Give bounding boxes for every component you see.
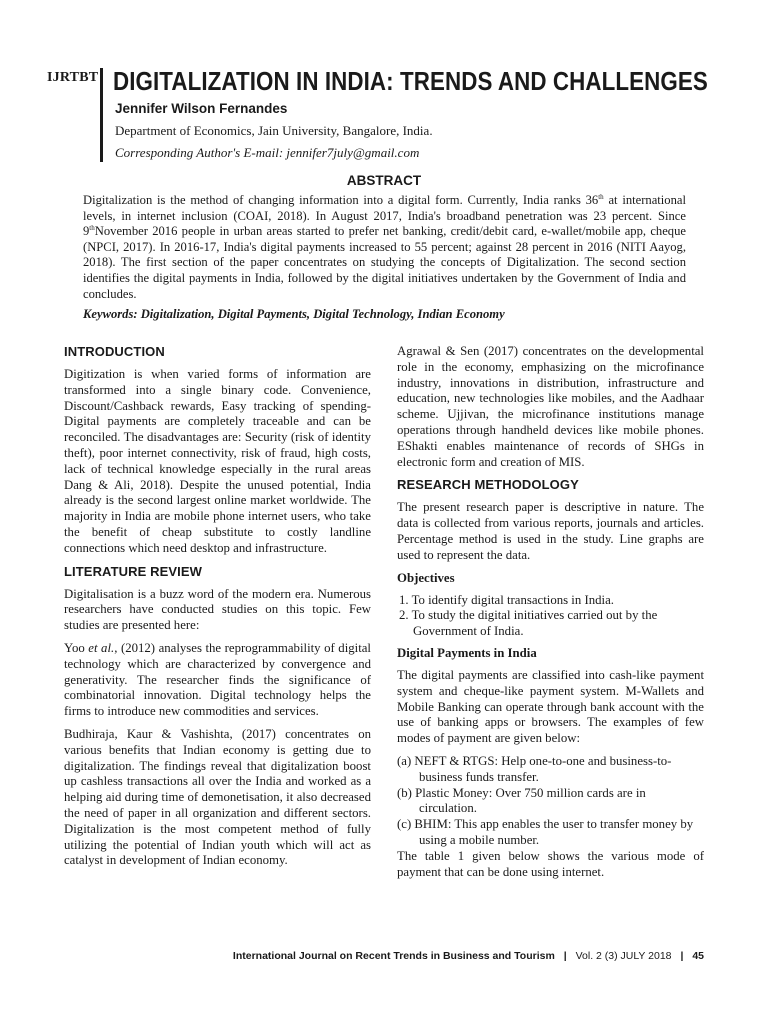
footer-journal-name: International Journal on Recent Trends in Business and Tourism [232, 950, 555, 962]
footer-separator: | [563, 950, 567, 962]
right-column [397, 344, 704, 887]
paper-title: DIGITALIZATION IN INDIA: TRENDS AND CHALLENGES [113, 66, 708, 96]
list-item: (b) Plastic Money: Over 750 million cards are in circulation. [397, 785, 646, 816]
literature-review-heading: LITERATURE REVIEW [64, 563, 202, 579]
journal-abbreviation: IJRTBT [47, 70, 99, 85]
et-al: et al. [88, 640, 115, 655]
list-item: (a) NEFT & RTGS: Help one-to-one and business-to-business funds transfer. [397, 753, 672, 784]
objectives-heading: Objectives [397, 570, 455, 585]
abstract-text-part-2: at international levels, in internet inclusion (COAI, 2018). In August 2017, India's broadband penetration was 23 percent. Since 9 [83, 193, 686, 239]
payment-modes-list [397, 754, 704, 849]
abstract-text-part-1: Digitalization is the method of changing information into a digital form. Currently, India ranks 36 [83, 193, 599, 207]
introduction-heading: INTRODUCTION [64, 344, 165, 359]
page-number: 45 [692, 950, 704, 962]
budhiraja-paragraph: Budhiraja, Kaur & Vashishta, (2017) concentrates on various benefits that Indian economy is getting due to digitalization. The findings reveal that digitalization boost up cashless transactions all over the India and worked as a helping aid during time of demonetisation, it also decreased the need of paper in all organization and different sectors. Digitalization is the most competent method of fully utilizing the potential of Indian youth which will act as catalyst in development of Indian economy. [64, 726, 371, 868]
author-affiliation: Department of Economics, Jain University, Bangalore, India. [115, 123, 433, 138]
closing-paragraph: The table 1 given below shows the various mode of payment that can be done using internet. [397, 848, 704, 879]
research-methodology-paragraph: The present research paper is descriptive in nature. The data is collected from various reports, journals and articles. Percentage method is used in the study. Line graphs are used to represent the data. [397, 500, 704, 562]
left-column [64, 344, 371, 876]
ordinal-suffix: th [89, 224, 95, 232]
introduction-paragraph: Digitization is when varied forms of information are transformed into a single binary code. Convenience, Discount/Cashback rewards, Easy tracking of spending- Digital payments are completely traceable and can be reconciled. The disadvantages are: Security (risk of identity theft), poor internet connectivity, risk of fraud, high costs, lack of technical knowledge especially in the rural areas Dang & Ali, 2018). Despite the unused potential, India already is the second largest online market worldwide. The majority in India are mobile phone internet users, who take the benefit of cheap substitute to costly landline connections which need desktop and infrastructure. [64, 367, 371, 555]
header-divider [100, 68, 103, 162]
footer-separator: | [680, 950, 684, 962]
abstract-text-part-3: November 2016 people in urban areas started to prefer net banking, credit/debit card, e-wallet/mobile app, cheque (NPCI, 2017). In 2016-17, India's digital payments increased to 55 percent; against 28 percent in 2016 (NITI Aayog, 2018). The first section of the paper concentrates on studying the concepts of Digitalization. The second section identifies the digital payments in India, followed by the digital initiatives undertaken by the Government of India and concludes. [83, 224, 686, 301]
research-methodology-heading: RESEARCH METHODOLOGY [397, 477, 579, 493]
author-name: Jennifer Wilson Fernandes [115, 101, 288, 116]
ordinal-suffix: th [598, 192, 604, 201]
list-item: (c) BHIM: This app enables the user to transfer money by using a mobile number. [397, 817, 694, 847]
agrawal-paragraph: Agrawal & Sen (2017) concentrates on the developmental role in the economy, emphasizing on the microfinance industry, innovations in distribution, infrastructure and education, new technologies like mobiles, and the Aadhaar scheme. Ujjivan, the microfinance institutions manage operations through handheld devices like mobile phones. EShakti enables maintenance of records of SHGs in electronic form and creation of MIS. [397, 344, 704, 469]
yoo-author: Yoo [64, 640, 89, 655]
author-email: Corresponding Author's E-mail: jennifer7july@gmail.com [115, 145, 420, 160]
yoo-paragraph [64, 641, 371, 720]
page-footer [0, 950, 704, 962]
footer-volume: Vol. 2 (3) JULY 2018 [575, 950, 672, 962]
literature-intro-paragraph: Digitalisation is a buzz word of the modern era. Numerous researchers have conducted studies on this topic. Few studies are presented here: [64, 586, 371, 633]
abstract-heading: ABSTRACT [346, 173, 422, 188]
digital-payments-paragraph: The digital payments are classified into cash-like payment system and cheque-like payment system. M-Wallets and Mobile Banking can operate through bank account with the use of banking apps or browsers. The examples of few modes of payment are given below: [397, 667, 704, 746]
digital-payments-heading: Digital Payments in India [397, 645, 537, 660]
objectives-list [397, 593, 704, 640]
yoo-text: , (2012) analyses the reprogrammability of digital technology which are characterized by convergence and generativity. The researcher finds the significance of combinatorial innovation. Digital technology helps the firms to introduce new commodities and services. [64, 640, 371, 719]
abstract-text [83, 193, 686, 302]
list-item: 2. To study the digital initiatives carried out by the Government of India. [399, 608, 658, 639]
list-item: 1. To identify digital transactions in India. [399, 592, 614, 607]
keywords: Keywords: Digitalization, Digital Payments, Digital Technology, Indian Economy [83, 307, 505, 321]
